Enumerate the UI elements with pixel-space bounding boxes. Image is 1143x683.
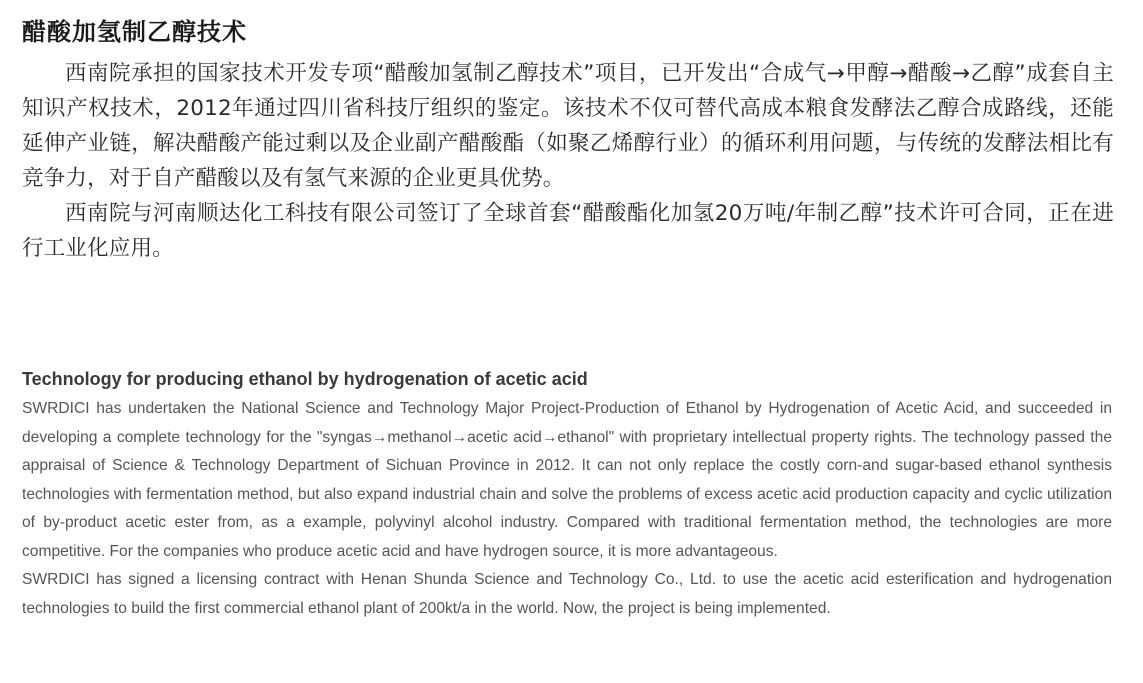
chinese-paragraph-1: 西南院承担的国家技术开发专项“醋酸加氢制乙醇技术”项目，已开发出“合成气→甲醇→醋酸→乙醇”成套自主知识产权技术，2012年通过四川省科技厅组织的鉴定。该技术不仅可替代高成本粮食发酵法乙醇合成路线，还能延伸产业链，解决醋酸产能过剩以及企业副产醋酸酯（如聚乙烯醇行业）的循环利用问题，与传统的发酵法相比有竞争力，对于自产醋酸以及有氢气来源的企业更具优势。 (22, 61, 1114, 191)
english-paragraph-1: SWRDICI has undertaken the National Science and Technology Major Project-Production of Ethanol by Hydrogenation of Acetic Acid, and succeeded in developing a complete technology for the "syngas→methanol→acetic acid→ethanol" with proprietary intellectual property rights. The technology passed the appraisal of Science & Technology Department of Sichuan Province in 2012. It can not only replace the costly corn-and sugar-based ethanol synthesis technologies with fermentation method, but also expand industrial chain and solve the problems of excess acetic acid production capacity and cyclic utilization of by-product acetic ester from, as a example, polyvinyl alcohol industry. Compared with traditional fermentation method, the technologies are more competitive. For the companies who produce acetic acid and have hydrogen source, it is more advantageous. (22, 400, 1112, 560)
chinese-paragraph-2: 西南院与河南顺达化工科技有限公司签订了全球首套“醋酸酯化加氢20万吨/年制乙醇”技术许可合同，正在进行工业化应用。 (22, 201, 1114, 261)
english-body (22, 395, 1112, 623)
chinese-title: 醋酸加氢制乙醇技术 (22, 18, 247, 46)
english-title: Technology for producing ethanol by hydrogenation of acetic acid (22, 369, 588, 389)
english-paragraph-2: SWRDICI has signed a licensing contract with Henan Shunda Science and Technology Co., Ltd. to use the acetic acid esterification and hydrogenation technologies to build the first commercial ethanol plant of 200kt/a in the world. Now, the project is being implemented. (22, 571, 1112, 617)
chinese-body (22, 56, 1114, 266)
